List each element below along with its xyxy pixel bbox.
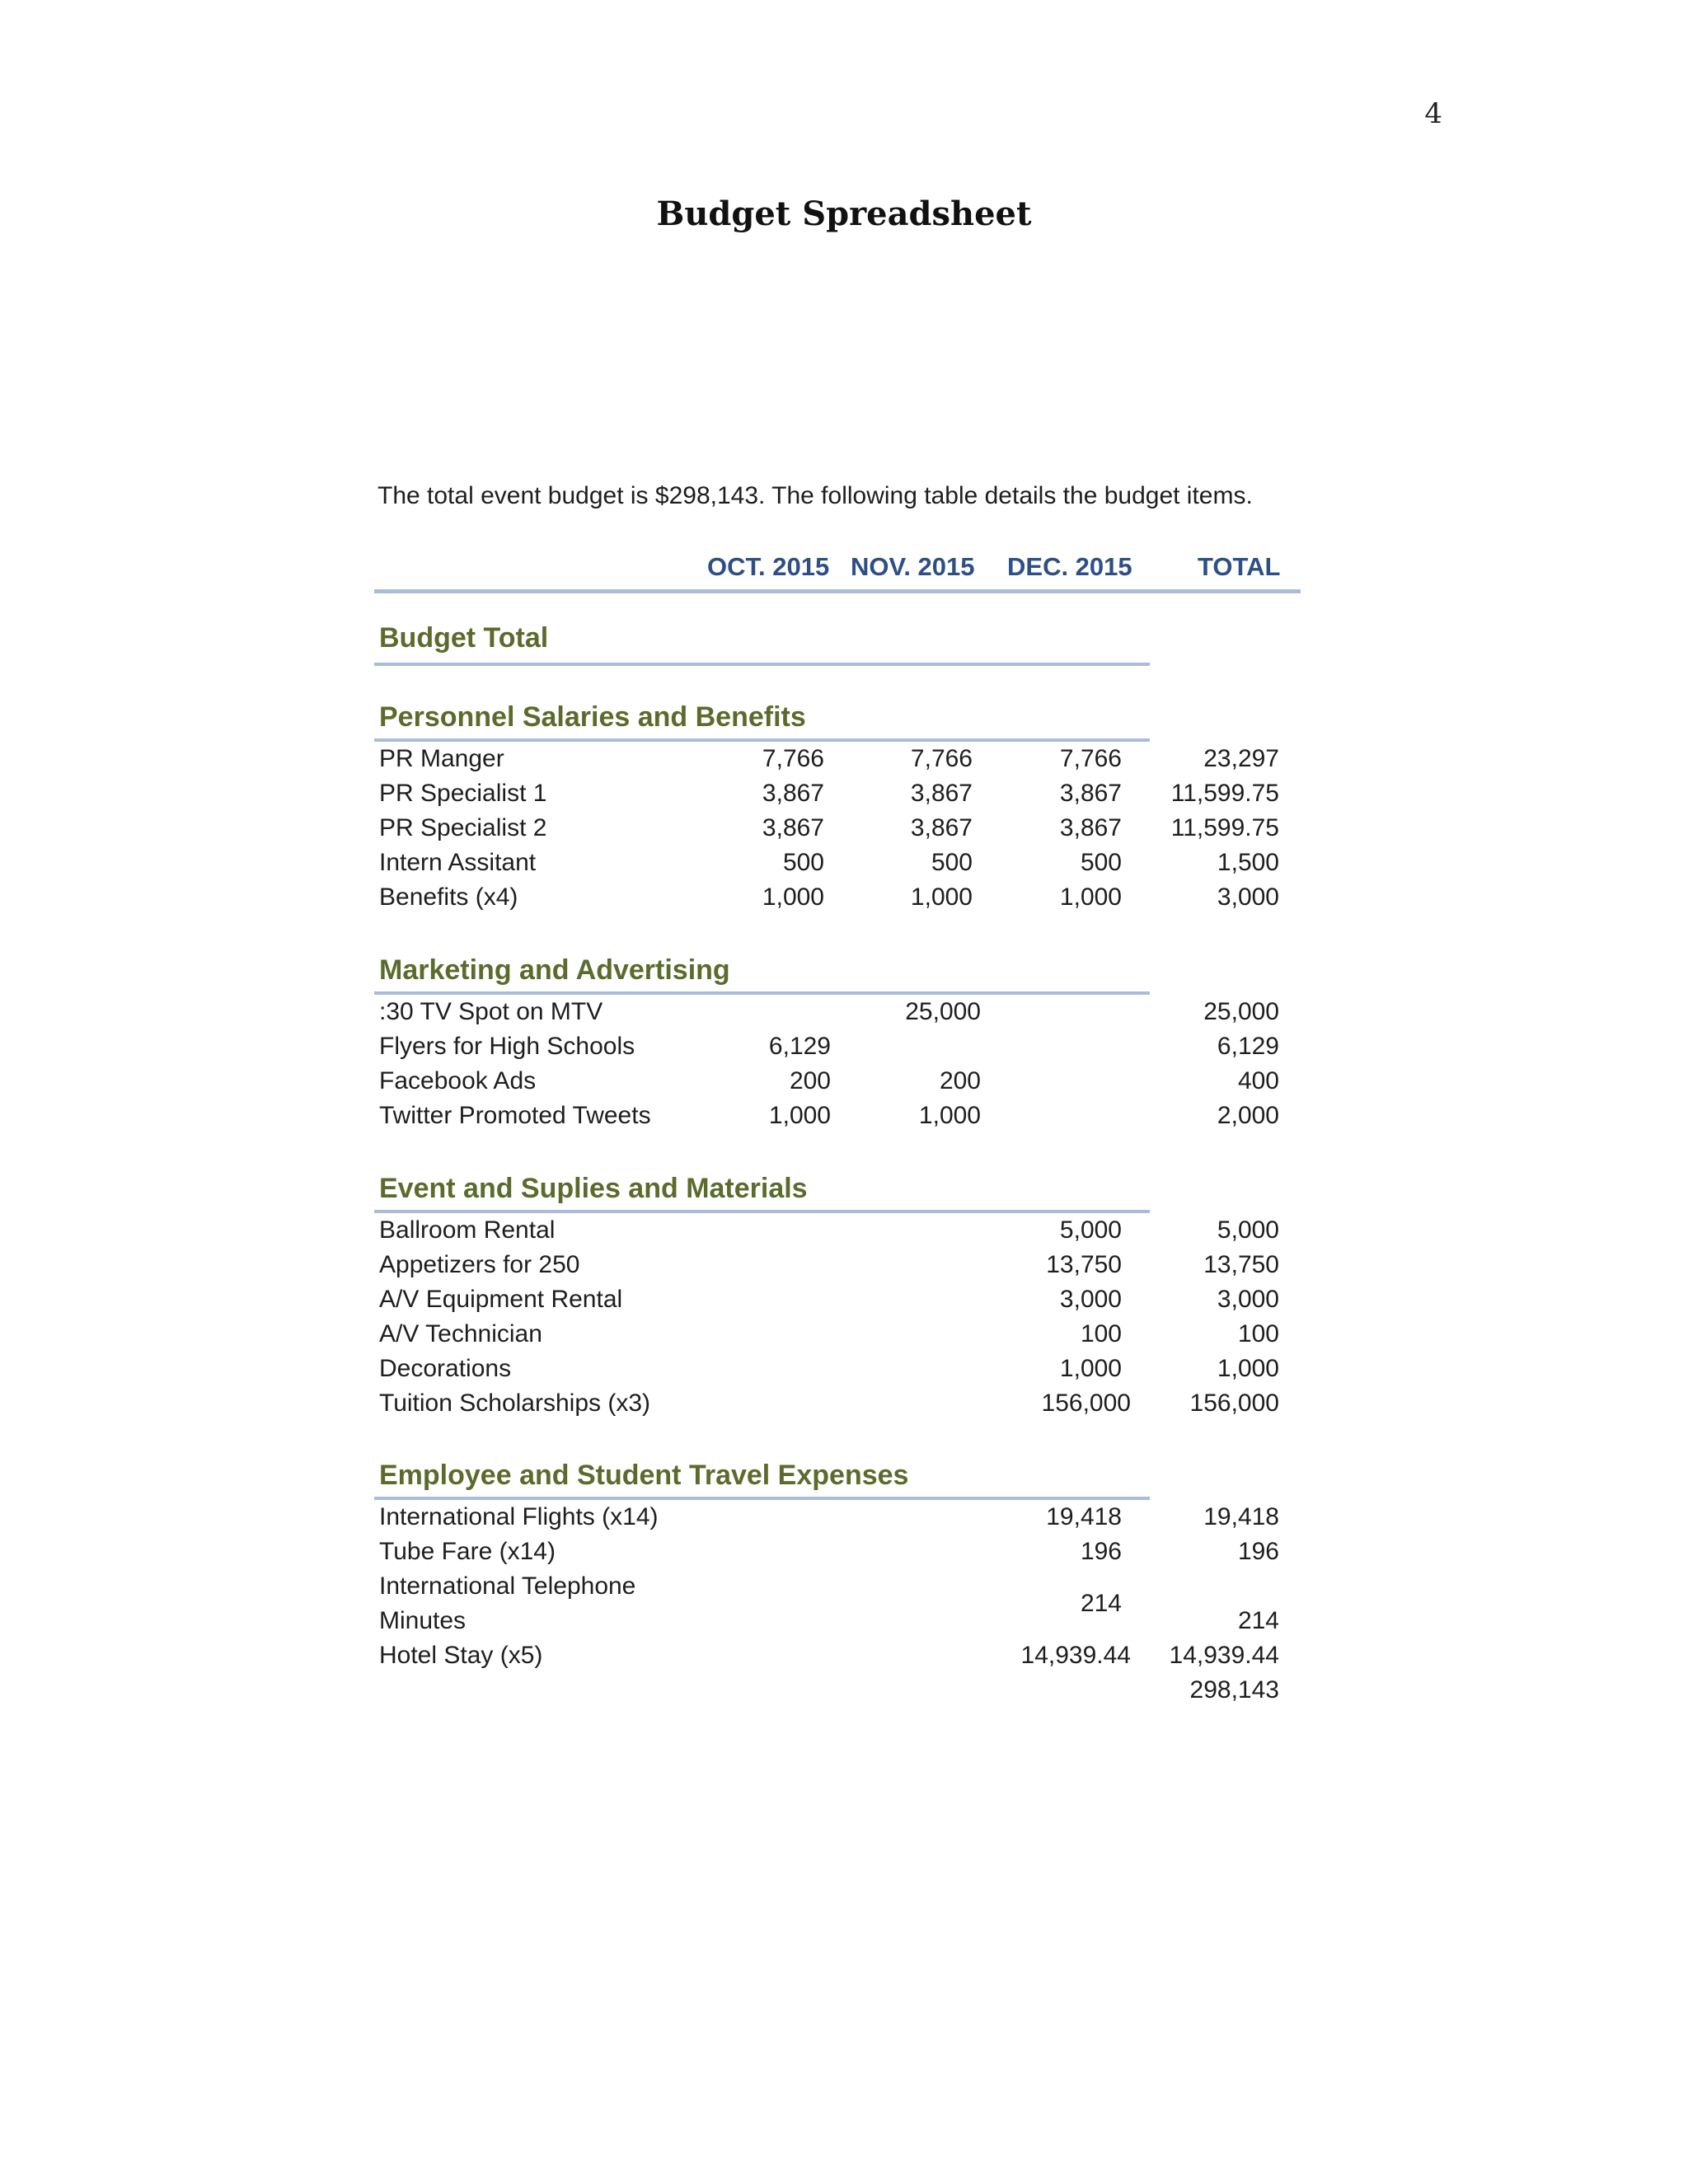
cell-oct: 3,867 [762, 780, 824, 807]
row-label: International Flights (x14) [379, 1503, 659, 1530]
cell-dec: 5,000 [1059, 1216, 1122, 1244]
row-label: Facebook Ads [379, 1067, 537, 1094]
column-header-total: TOTAL [1198, 552, 1281, 581]
cell-total: 19,418 [1203, 1503, 1279, 1530]
cell-total: 400 [1237, 1067, 1279, 1094]
cell-nov: 3,867 [910, 780, 973, 807]
row-label: Flyers for High Schools [379, 1033, 635, 1060]
column-header-oct: OCT. 2015 [707, 552, 830, 581]
cell-nov: 1,000 [918, 1102, 981, 1129]
budget-total-rule [374, 663, 1150, 666]
cell-oct: 500 [782, 849, 824, 876]
cell-total: 23,297 [1203, 745, 1279, 772]
row-label: PR Specialist 2 [379, 814, 547, 841]
row-label: Ballroom Rental [379, 1216, 556, 1244]
section-rule-personnel [374, 738, 1150, 742]
cell-oct: 3,867 [762, 814, 824, 841]
section-rule-travel [374, 1497, 1150, 1500]
row-label: Intern Assitant [379, 849, 537, 876]
cell-oct: 7,766 [762, 745, 824, 772]
section-title-event: Event and Suplies and Materials [379, 1173, 808, 1204]
row-label: A/V Equipment Rental [379, 1286, 623, 1313]
cell-dec: 500 [1080, 849, 1122, 876]
row-label: Tube Fare (x14) [379, 1538, 556, 1565]
cell-dec: 1,000 [1059, 1355, 1122, 1382]
cell-dec: 1,000 [1059, 883, 1122, 911]
page-title: Budget Spreadsheet [656, 194, 1032, 233]
column-header-nov: NOV. 2015 [851, 552, 975, 581]
cell-total: 25,000 [1203, 998, 1279, 1025]
intro-paragraph: The total event budget is $298,143. The following table details the budget items. [377, 482, 1253, 509]
cell-oct: 1,000 [768, 1102, 831, 1129]
row-label: Tuition Scholarships (x3) [379, 1390, 651, 1417]
cell-total: 11,599.75 [1170, 780, 1279, 807]
cell-total: 14,939.44 [1169, 1642, 1279, 1669]
cell-dec: 14,939.44 [1020, 1642, 1131, 1669]
cell-nov: 25,000 [905, 998, 981, 1025]
row-label-continued: Minutes [379, 1607, 467, 1634]
column-header-dec: DEC. 2015 [1007, 552, 1132, 581]
section-rule-event [374, 1210, 1150, 1213]
cell-total: 156,000 [1189, 1390, 1279, 1417]
cell-dec: 3,867 [1059, 780, 1122, 807]
section-rule-marketing [374, 991, 1150, 995]
row-label: International Telephone [379, 1572, 636, 1600]
cell-dec: 13,750 [1046, 1251, 1122, 1278]
cell-nov: 500 [931, 849, 973, 876]
section-title-travel: Employee and Student Travel Expenses [379, 1460, 909, 1491]
row-label: Twitter Promoted Tweets [379, 1102, 651, 1129]
cell-total: 214 [1237, 1607, 1279, 1634]
cell-total: 11,599.75 [1170, 814, 1279, 841]
cell-total: 3,000 [1217, 1286, 1279, 1313]
row-label: PR Manger [379, 745, 504, 772]
row-label: PR Specialist 1 [379, 780, 547, 807]
cell-nov: 7,766 [910, 745, 973, 772]
grand-total: 298,143 [1189, 1676, 1279, 1704]
cell-dec: 19,418 [1046, 1503, 1122, 1530]
cell-nov: 1,000 [910, 883, 973, 911]
cell-dec: 214 [1080, 1590, 1122, 1617]
cell-total: 6,129 [1217, 1033, 1279, 1060]
cell-dec: 7,766 [1059, 745, 1122, 772]
cell-total: 196 [1237, 1538, 1279, 1565]
section-title-marketing: Marketing and Advertising [379, 954, 730, 986]
page-number: 4 [1424, 97, 1442, 130]
cell-dec: 100 [1080, 1320, 1122, 1347]
cell-total: 5,000 [1217, 1216, 1279, 1244]
header-rule [374, 589, 1301, 593]
row-label: Appetizers for 250 [379, 1251, 580, 1278]
cell-oct: 1,000 [762, 883, 824, 911]
cell-oct: 6,129 [768, 1033, 831, 1060]
cell-total: 100 [1237, 1320, 1279, 1347]
cell-total: 2,000 [1217, 1102, 1279, 1129]
row-label: Benefits (x4) [379, 883, 518, 911]
cell-dec: 3,000 [1059, 1286, 1122, 1313]
cell-total: 3,000 [1217, 883, 1279, 911]
cell-total: 1,500 [1217, 849, 1279, 876]
cell-total: 1,000 [1217, 1355, 1279, 1382]
cell-dec: 196 [1080, 1538, 1122, 1565]
row-label: :30 TV Spot on MTV [379, 998, 603, 1025]
row-label: Hotel Stay (x5) [379, 1642, 543, 1669]
row-label: Decorations [379, 1355, 512, 1382]
budget-total-label: Budget Total [379, 622, 549, 654]
cell-dec: 156,000 [1041, 1390, 1131, 1417]
cell-nov: 3,867 [910, 814, 973, 841]
row-label: A/V Technician [379, 1320, 542, 1347]
cell-total: 13,750 [1203, 1251, 1279, 1278]
cell-oct: 200 [789, 1067, 831, 1094]
section-title-personnel: Personnel Salaries and Benefits [379, 701, 806, 733]
cell-dec: 3,867 [1059, 814, 1122, 841]
cell-nov: 200 [939, 1067, 981, 1094]
